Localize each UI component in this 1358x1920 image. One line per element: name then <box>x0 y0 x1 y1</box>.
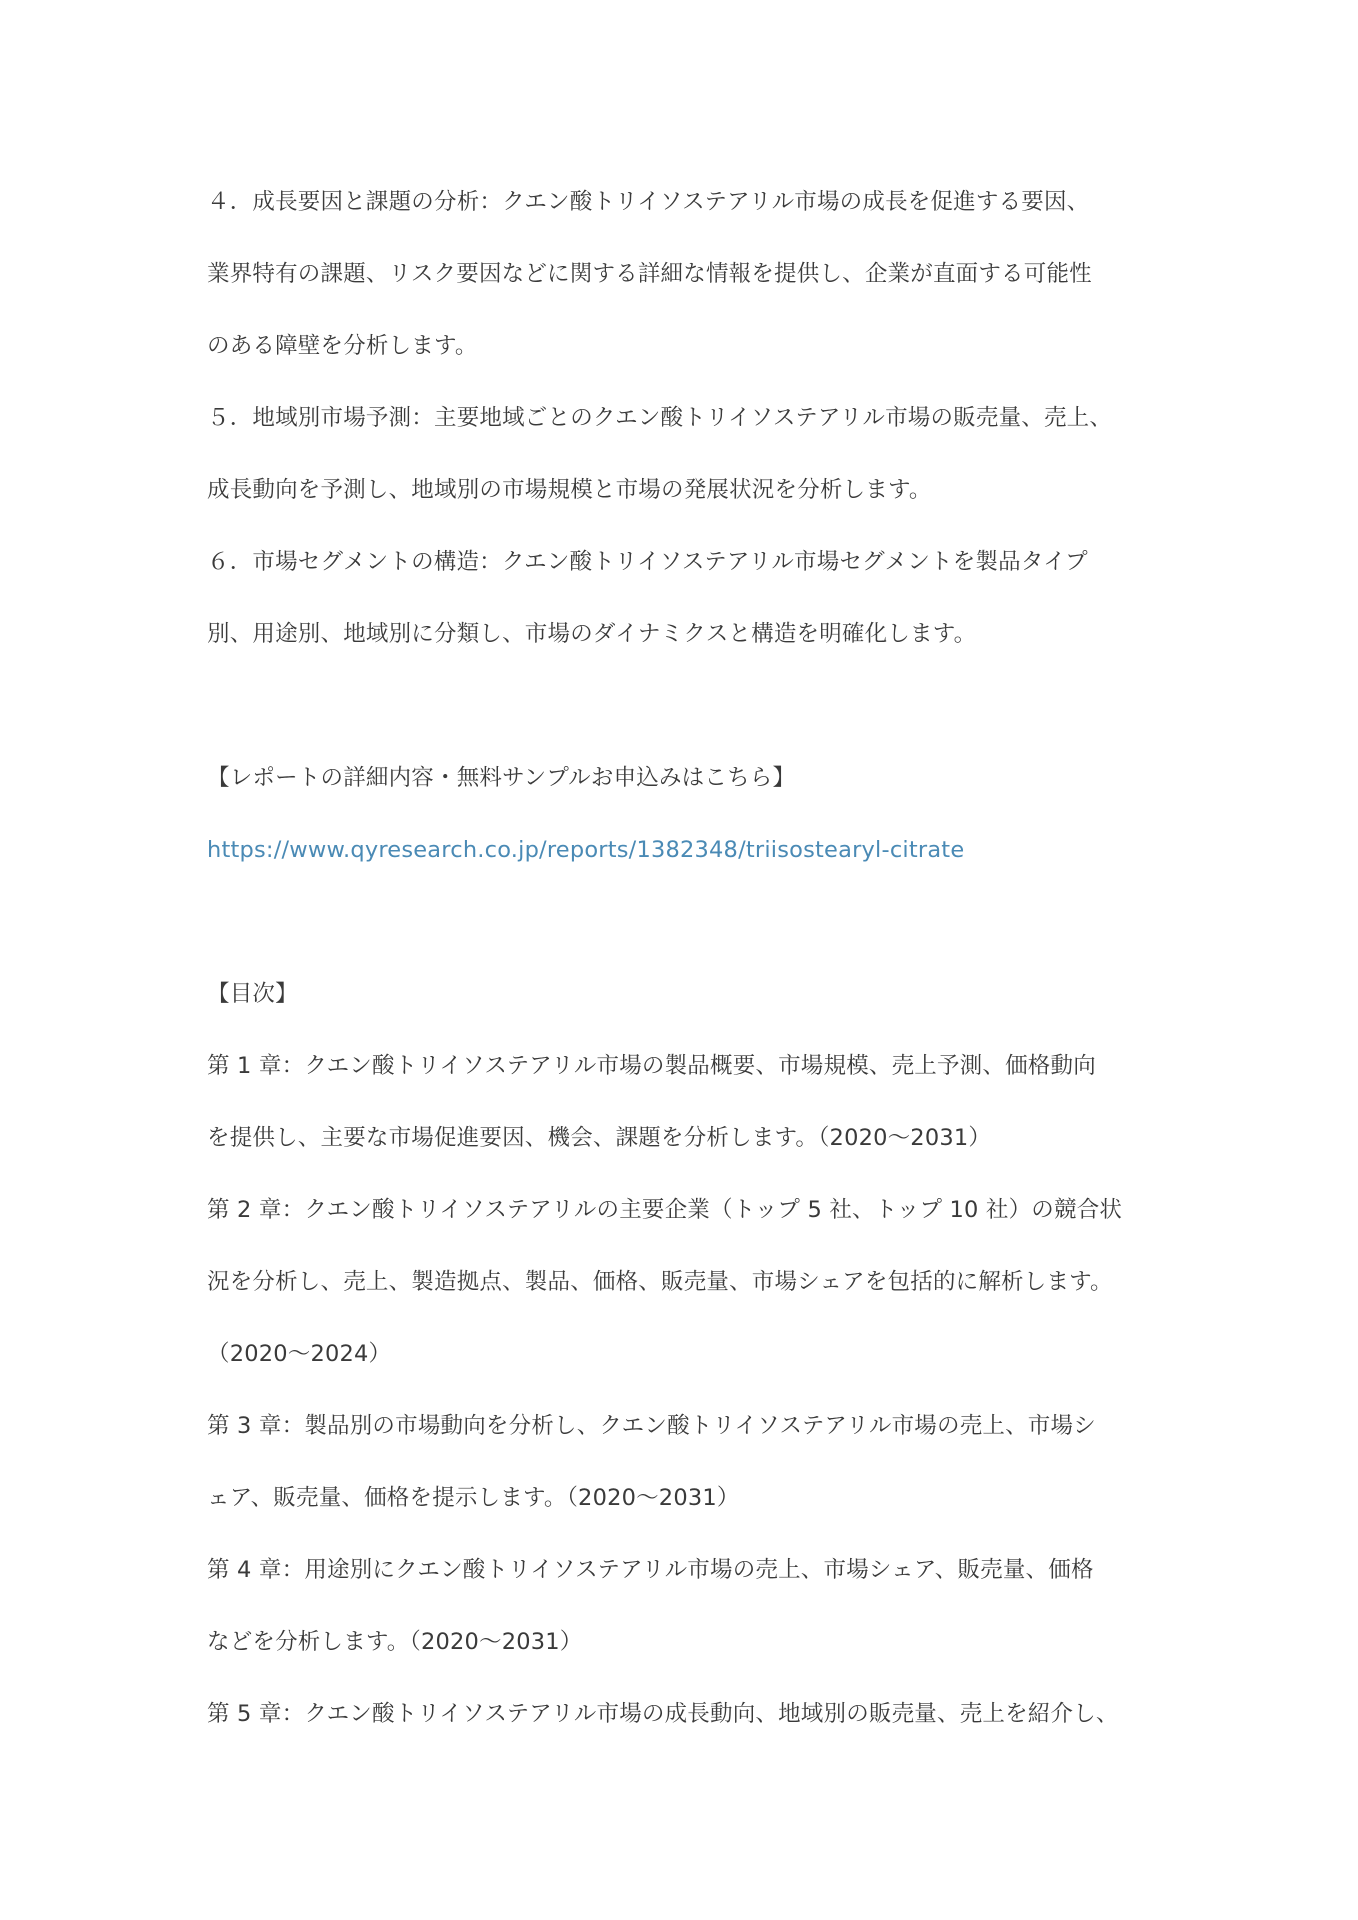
report-url-link[interactable]: https://www.qyresearch.co.jp/reports/1382348/triisostearyl-citrate <box>207 837 965 863</box>
toc-chapter-3-line-2: ェア、販売量、価格を提示します。（2020～2031） <box>207 1485 740 1511</box>
item-6-line-2: 別、用途別、地域別に分類し、市場のダイナミクスと構造を明確化します。 <box>207 621 977 647</box>
toc-chapter-2-line-2: 況を分析し、売上、製造拠点、製品、価格、販売量、市場シェアを包括的に解析します。 <box>207 1269 1113 1295</box>
toc-heading: 【目次】 <box>207 981 298 1007</box>
item-4-line-3: のある障壁を分析します。 <box>207 333 478 359</box>
toc-chapter-5-line-1: 第 5 章：クエン酸トリイソステアリル市場の成長動向、地域別の販売量、売上を紹介し、 <box>207 1701 1119 1727</box>
toc-chapter-2-line-1: 第 2 章：クエン酸トリイソステアリルの主要企業（トップ 5 社、トップ 10 社）の競合状 <box>207 1197 1123 1223</box>
toc-chapter-1-line-1: 第 1 章：クエン酸トリイソステアリル市場の製品概要、市場規模、売上予測、価格動向 <box>207 1053 1096 1079</box>
item-5-line-1: ５．地域別市場予測：主要地域ごとのクエン酸トリイソステアリル市場の販売量、売上、 <box>207 405 1113 431</box>
toc-chapter-4-line-2: などを分析します。（2020～2031） <box>207 1629 583 1655</box>
report-link-heading: 【レポートの詳細内容・無料サンプルお申込みはこちら】 <box>207 765 796 791</box>
item-4-line-2: 業界特有の課題、リスク要因などに関する詳細な情報を提供し、企業が直面する可能性 <box>207 261 1092 287</box>
item-5-line-2: 成長動向を予測し、地域別の市場規模と市場の発展状況を分析します。 <box>207 477 932 503</box>
toc-chapter-3-line-1: 第 3 章：製品別の市場動向を分析し、クエン酸トリイソステアリル市場の売上、市場シ <box>207 1413 1096 1439</box>
report-url-row <box>207 834 1172 866</box>
item-4-line-1: ４．成長要因と課題の分析：クエン酸トリイソステアリル市場の成長を促進する要因、 <box>207 189 1090 215</box>
toc-chapter-4-line-1: 第 4 章：用途別にクエン酸トリイソステアリル市場の売上、市場シェア、販売量、価格 <box>207 1557 1094 1583</box>
toc-chapter-2-line-3: （2020～2024） <box>207 1341 392 1367</box>
document-page <box>207 176 1172 1730</box>
toc-chapter-1-line-2: を提供し、主要な市場促進要因、機会、課題を分析します。（2020～2031） <box>207 1125 992 1151</box>
item-6-line-1: ６．市場セグメントの構造：クエン酸トリイソステアリル市場セグメントを製品タイプ <box>207 549 1088 575</box>
